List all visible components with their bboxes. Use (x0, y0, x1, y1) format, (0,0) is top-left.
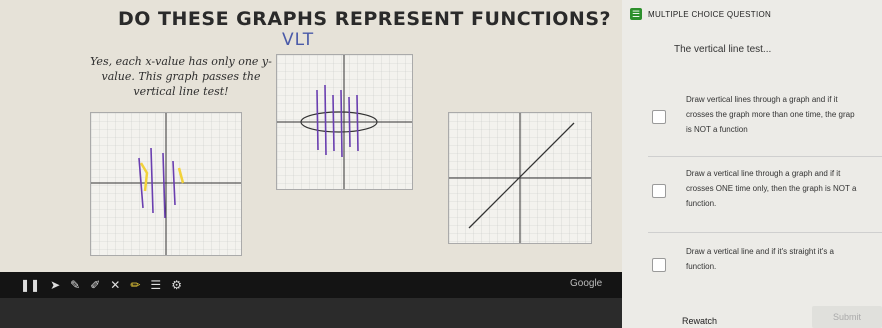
graph-left-canvas (91, 113, 241, 255)
choice-label[interactable]: Draw vertical lines through a graph and if it crosses the graph more than one time, the grap is NOT a function (686, 95, 855, 134)
choice-label[interactable]: Draw a vertical line through a graph and if it crosses ONE time only, then the graph is NOT a function. (686, 169, 857, 208)
pause-icon[interactable]: ❚❚ (20, 278, 41, 292)
question-panel (622, 0, 882, 328)
handwritten-note: Yes, each x-value has only one y-value. This graph passes the vertical line test! (90, 55, 272, 98)
graph-center (276, 54, 413, 190)
bottom-strip (0, 298, 622, 328)
pointer-icon[interactable]: ➤ (50, 278, 61, 292)
graph-right (448, 112, 592, 244)
divider (648, 156, 882, 157)
question-text: The vertical line test... (674, 44, 772, 55)
rewatch-link[interactable]: Rewatch (682, 316, 718, 326)
question-type-label: MULTIPLE CHOICE QUESTION (648, 9, 772, 19)
vlt-annotation: VLT (282, 30, 315, 50)
menu-icon[interactable]: ☰ (150, 278, 162, 292)
choice-label[interactable]: Draw a vertical line and if it's straight it's a function. (686, 247, 834, 271)
close-icon[interactable]: ✕ (110, 278, 121, 292)
marker-icon[interactable]: ✐ (90, 278, 101, 292)
choice-radio[interactable] (652, 258, 666, 272)
list-icon: ☰ (631, 9, 641, 19)
choice-radio[interactable] (652, 184, 666, 198)
graph-center-canvas (277, 55, 412, 189)
divider (648, 232, 882, 233)
video-control-bar (0, 272, 622, 298)
video-brand: Google (570, 278, 603, 289)
pen-icon[interactable]: ✎ (70, 278, 81, 292)
highlighter-icon[interactable]: ✏ (130, 278, 141, 292)
graph-right-canvas (449, 113, 591, 243)
slide-title: DO THESE GRAPHS REPRESENT FUNCTIONS? (118, 8, 612, 30)
graph-left (90, 112, 242, 256)
question-type (630, 8, 771, 20)
submit-button[interactable]: Submit (812, 306, 882, 328)
settings-icon[interactable]: ⚙ (171, 278, 182, 292)
choice-radio[interactable] (652, 110, 666, 124)
